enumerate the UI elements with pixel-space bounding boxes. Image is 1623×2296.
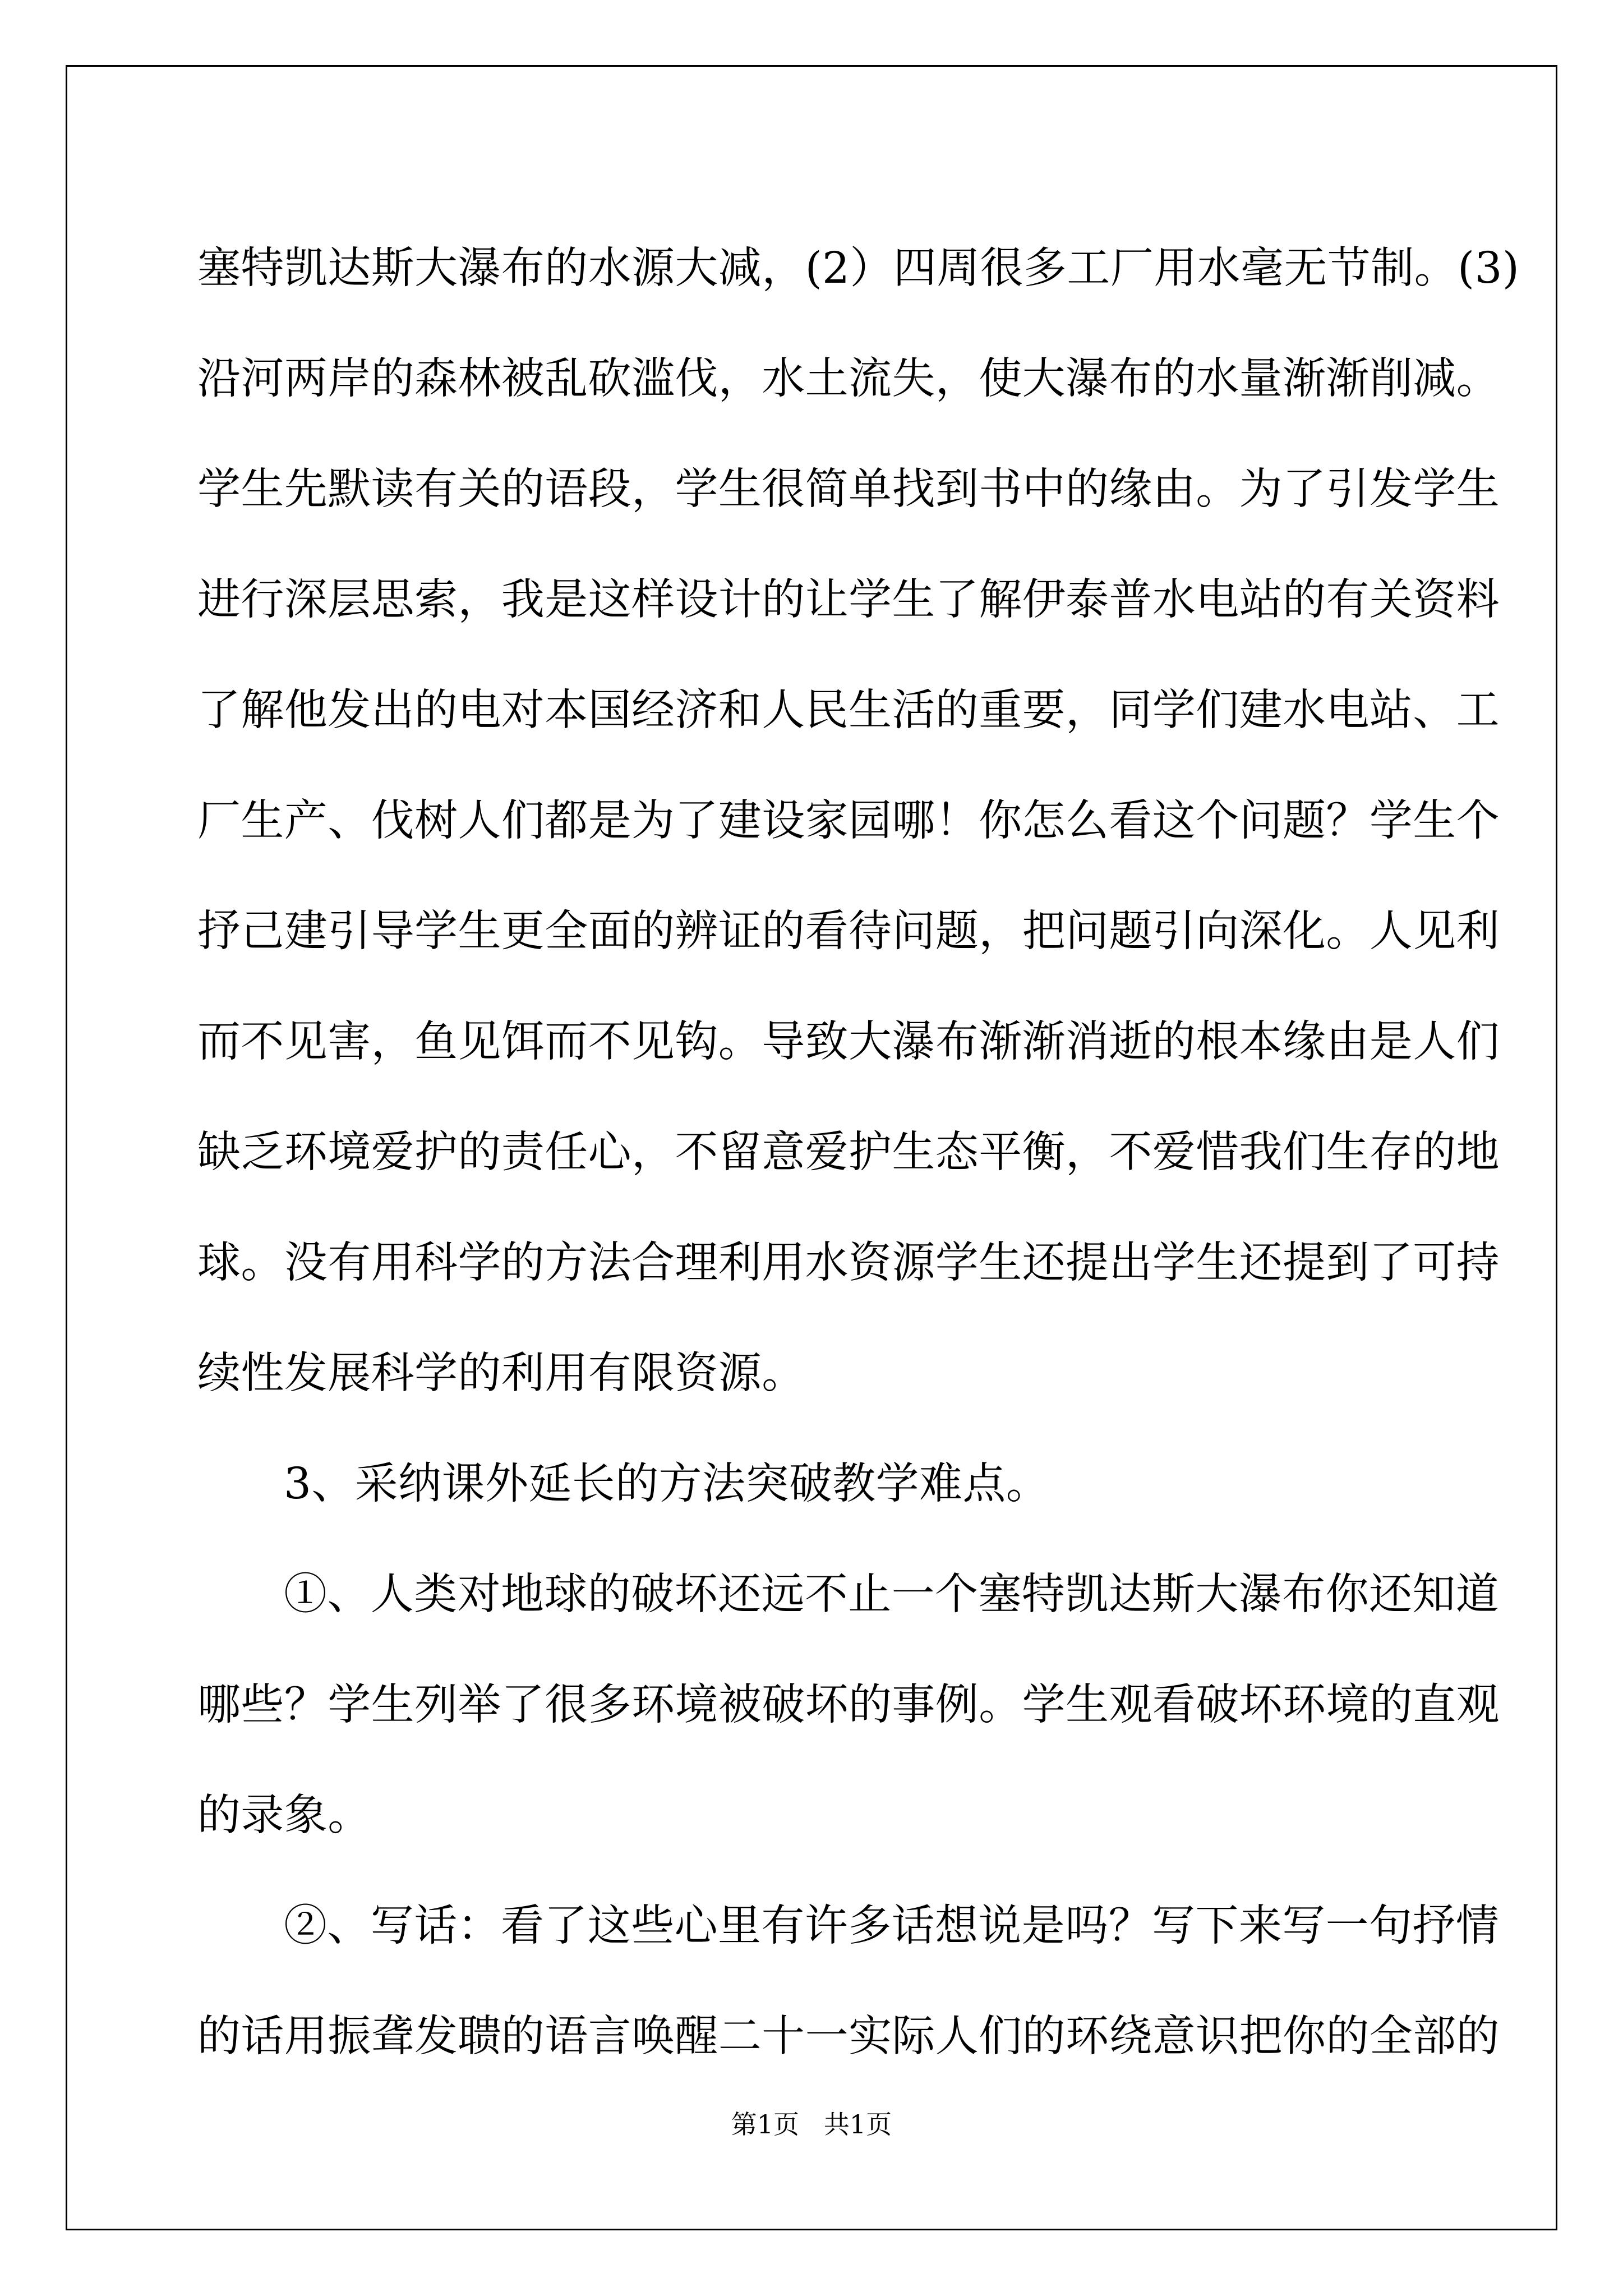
text-line: 续性发展科学的利用有限资源。 bbox=[197, 1349, 805, 1398]
text-line: 进行深层思索，我是这样设计的让学生了解伊泰普水电站的有关资料 bbox=[197, 575, 1500, 625]
text-line: ②、写话：看了这些心里有许多话想说是吗？写下来写一句抒情 bbox=[284, 1901, 1500, 1951]
text-line: 沿河两岸的森林被乱砍滥伐，水土流失，使大瀑布的水量渐渐削减。 bbox=[197, 354, 1500, 404]
text-line: 塞特凯达斯大瀑布的水源大减，(2）四周很多工厂用水毫无节制。(3) bbox=[197, 243, 1520, 293]
text-line: 球。没有用科学的方法合理利用水资源学生还提出学生还提到了可持 bbox=[197, 1238, 1500, 1288]
text-line: 了解他发出的电对本国经济和人民生活的重要，同学们建水电站、工 bbox=[197, 685, 1500, 735]
section-heading: 3、采纳课外延长的方法突破教学难点。 bbox=[284, 1459, 1050, 1509]
page-footer: 第1页 共1页 bbox=[731, 2109, 892, 2139]
document-body bbox=[197, 213, 1520, 2092]
text-line: 厂生产、伐树人们都是为了建设家园哪！你怎么看这个问题？学生个 bbox=[197, 796, 1500, 846]
text-line: 哪些？学生列举了很多环境被破坏的事例。学生观看破坏环境的直观 bbox=[197, 1680, 1500, 1730]
text-line: 而不见害，鱼见饵而不见钩。导致大瀑布渐渐消逝的根本缘由是人们 bbox=[197, 1017, 1500, 1067]
text-line: 缺乏环境爱护的责任心，不留意爱护生态平衡，不爱惜我们生存的地 bbox=[197, 1128, 1500, 1177]
text-line: 抒己建引导学生更全面的辨证的看待问题，把问题引向深化。人见利 bbox=[197, 907, 1500, 956]
text-line: ①、人类对地球的破坏还远不止一个塞特凯达斯大瀑布你还知道 bbox=[284, 1570, 1500, 1619]
text-line: 的录象。 bbox=[197, 1791, 371, 1841]
text-line: 的话用振聋发聩的语言唤醒二十一实际人们的环绕意识把你的全部的 bbox=[197, 2012, 1500, 2062]
text-line: 学生先默读有关的语段，学生很简单找到书中的缘由。为了引发学生 bbox=[197, 464, 1500, 514]
